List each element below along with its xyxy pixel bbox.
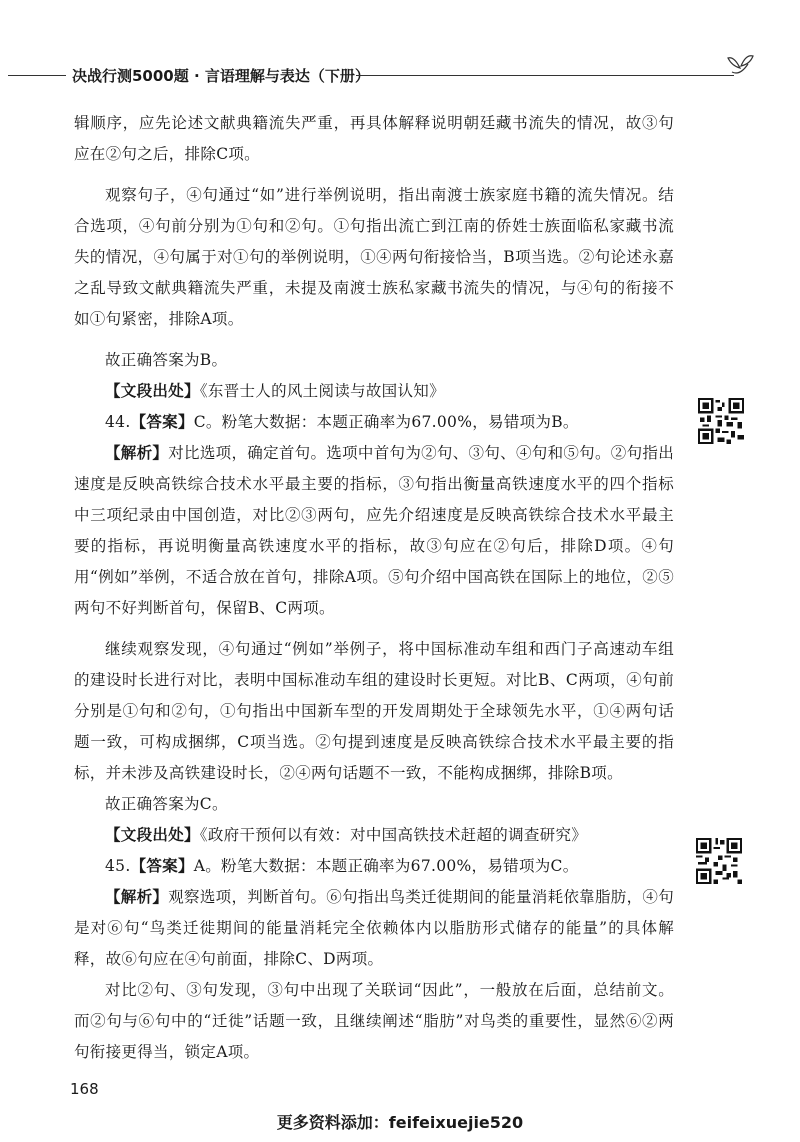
source-line	[74, 820, 674, 851]
book-title: 决战行测5000题 · 言语理解与表达（下册）	[72, 67, 370, 85]
answer-line-44	[74, 407, 674, 438]
analysis-45	[74, 882, 674, 975]
running-header	[0, 62, 800, 88]
page-body	[74, 108, 674, 1068]
paragraph: 观察句子，④句通过“如”进行举例说明，指出南渡士族家庭书籍的流失情况。结合选项，④句前分别为①句和②句。①句指出流亡到江南的侨姓士族面临私家藏书流失的情况，④句属于对①句的举例说明，①④两句衔接恰当，B项当选。②句论述永嘉之乱导致文献典籍流失严重，未提及南渡士族私家藏书流失的情况，与④句的衔接不如①句紧密，排除A项。	[74, 186, 674, 328]
qr-code-icon[interactable]	[698, 398, 744, 444]
header-rule-right	[356, 75, 734, 76]
analysis-44	[74, 438, 674, 624]
analysis-text: 对比选项，确定首句。选项中首句为②句、③句、④句和⑤句。②句指出速度是反映高铁综合技术水平最主要的指标，③句指出衡量高铁速度水平的四个指标中三项纪录由中国创造，对比②③两句，应先介绍速度是反映高铁综合技术水平最主要的指标，再说明衡量高铁速度水平的指标，故③句应在②句后，排除D项。④句用“例如”举例，不适合放在首句，排除A项。⑤句介绍中国高铁在国际上的地位，②⑤两句不好判断首句，保留B、C两项。	[74, 444, 675, 617]
source-line	[74, 376, 674, 407]
analysis-text: 观察选项，判断首句。⑥句指出鸟类迁徙期间的能量消耗依靠脂肪，④句是对⑥句“鸟类迁徙期间的能量消耗完全依赖体内以脂肪形式储存的能量”的具体解释，故⑥句应在④句前面，排除C、D两项。	[74, 888, 675, 968]
paragraph: 对比②句、③句发现，③句中出现了关联词“因此”，一般放在后面，总结前文。而②句与⑥句中的“迁徙”话题一致，且继续阐述“脂肪”对鸟类的重要性，显然⑥②两句衔接更得当，锁定A项。	[74, 981, 674, 1061]
answer-conclusion: 故正确答案为B。	[105, 351, 228, 369]
analysis-label: 【解析】	[105, 444, 169, 462]
answer-line-45	[74, 851, 674, 882]
page-number: 168	[70, 1080, 99, 1098]
qr-code-icon[interactable]	[696, 838, 742, 884]
paragraph: 继续观察发现，④句通过“例如”举例子，将中国标准动车组和西门子高速动车组的建设时长进行对比，表明中国标准动车组的建设时长更短。对比B、C两项，④句前分别是①句和②句，①句指出中国新车型的开发周期处于全球领先水平，①④两句话题一致，可构成捆绑，C项当选。②句提到速度是反映高铁综合技术水平最主要的指标，并未涉及高铁建设时长，②④两句话题不一致，不能构成捆绑，排除B项。	[74, 640, 674, 782]
answer-label: 【答案】	[130, 857, 194, 875]
sprout-icon	[726, 50, 754, 82]
source-label: 【文段出处】	[105, 382, 200, 400]
header-rule-left	[8, 75, 66, 76]
question-number: 45.	[105, 857, 131, 875]
footer-note: 更多资料添加：feifeixuejie520	[276, 1113, 524, 1132]
answer-text: A。粉笔大数据：本题正确率为67.00%，易错项为C。	[193, 857, 579, 875]
source-title: 《政府干预何以有效：对中国高铁技术赶超的调查研究》	[199, 826, 588, 844]
answer-conclusion: 故正确答案为C。	[105, 795, 228, 813]
source-title: 《东晋士人的风土阅读与故国认知》	[199, 382, 445, 400]
analysis-label: 【解析】	[105, 888, 169, 906]
answer-text: C。粉笔大数据：本题正确率为67.00%，易错项为B。	[193, 413, 579, 431]
answer-label: 【答案】	[130, 413, 194, 431]
paragraph: 辑顺序，应先论述文献典籍流失严重，再具体解释说明朝廷藏书流失的情况，故③句应在②句之后，排除C项。	[74, 114, 674, 163]
question-number: 44.	[105, 413, 131, 431]
source-label: 【文段出处】	[105, 826, 200, 844]
